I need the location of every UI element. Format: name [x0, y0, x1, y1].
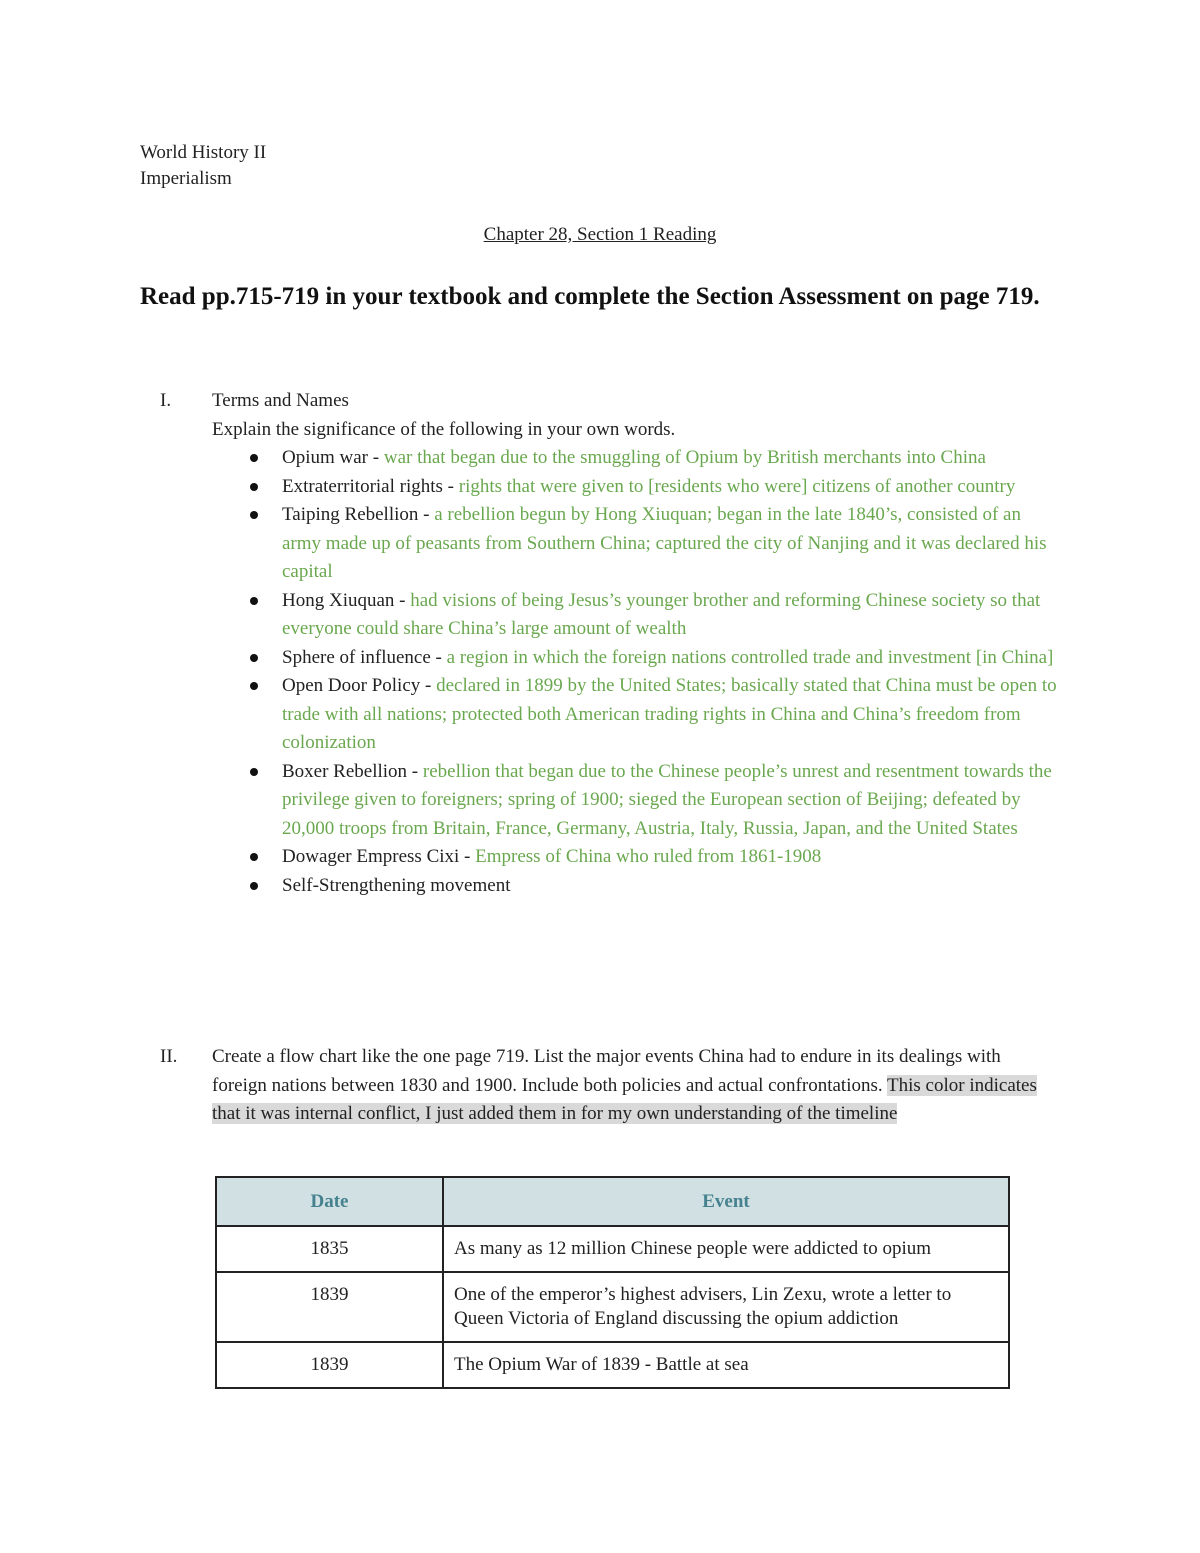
list-item [212, 758, 1060, 844]
table-row [216, 1342, 1009, 1388]
list-item [212, 872, 1060, 901]
term-name: Hong Xiuquan - [282, 589, 411, 611]
course-name: World History II [140, 142, 267, 163]
highlight-note: This color indicates that it was internal conflict, I just added them in for my own understanding of the timeline [212, 1074, 1037, 1124]
table-row [216, 1272, 1009, 1342]
date-cell: 1839 [216, 1342, 443, 1388]
term-answer: a rebellion begun by Hong Xiuquan; began in the late 1840’s, consisted of an army made up of peasants from Southern China; captured the city of Nanjing and it was declared his capital [282, 504, 1047, 582]
section-numeral: II. [160, 1046, 178, 1067]
column-header-date: Date [216, 1177, 443, 1226]
term-name: Sphere of influence - [282, 646, 447, 668]
term-name: Boxer Rebellion - [282, 760, 423, 782]
table-row [216, 1226, 1009, 1272]
term-answer: a region in which the foreign nations controlled trade and investment [in China] [446, 646, 1054, 668]
list-item [212, 501, 1060, 587]
section-heading: Terms and Names [212, 390, 349, 411]
bullet-icon [250, 853, 258, 861]
term-name: Self-Strengthening movement [282, 874, 511, 896]
section-terms [140, 387, 1060, 900]
term-name: Taiping Rebellion - [282, 504, 435, 525]
list-item [212, 843, 1060, 872]
term-answer: declared in 1899 by the United States; basically stated that China must be open to trade with all nations; protected both American trading rights in China and China’s freedom from colonization [282, 675, 1057, 753]
terms-list [212, 444, 1060, 900]
bullet-icon [250, 768, 258, 776]
unit-name: Imperialism [140, 168, 232, 189]
section-numeral: I. [160, 390, 172, 411]
section-text: Create a flow chart like the one page 719. List the major events China had to endure in its dealings with foreign nations between 1830 and 1900. Include both policies and actual confrontations. [212, 1046, 1001, 1096]
bullet-icon [250, 882, 258, 890]
term-name: Extraterritorial rights - [282, 475, 459, 497]
bullet-icon [250, 654, 258, 662]
list-item [212, 672, 1060, 758]
bullet-icon [250, 597, 258, 605]
section-body [212, 1043, 1060, 1129]
reading-title: Chapter 28, Section 1 Reading [483, 224, 717, 245]
timeline-table [215, 1176, 1010, 1389]
event-cell: As many as 12 million Chinese people were addicted to opium [443, 1226, 1009, 1272]
term-name: Open Door Policy - [282, 675, 437, 696]
section-flowchart [140, 1043, 1060, 1129]
term-answer: war that began due to the smuggling of Opium by British merchants into China [383, 447, 986, 468]
column-header-event: Event [443, 1177, 1009, 1226]
term-name: Dowager Empress Cixi - [282, 846, 476, 867]
section-prompt: Explain the significance of the following in your own words. [212, 418, 676, 440]
list-item [212, 644, 1060, 673]
bullet-icon [250, 483, 258, 491]
bullet-icon [250, 682, 258, 690]
list-item [212, 444, 1060, 473]
term-answer: had visions of being Jesus’s younger brother and reforming Chinese society so that everyone could share China’s large amount of wealth [282, 589, 1041, 639]
date-cell: 1839 [216, 1272, 443, 1342]
assignment-instruction: Read pp.715-719 in your textbook and complete the Section Assessment on page 719. [140, 283, 1040, 310]
list-item [212, 587, 1060, 644]
term-answer: rights that were given to [residents who were] citizens of another country [458, 475, 1016, 497]
event-cell: One of the emperor’s highest advisers, Lin Zexu, wrote a letter to Queen Victoria of England discussing the opium addiction [443, 1272, 1009, 1342]
list-item [212, 473, 1060, 502]
section-body [212, 387, 1060, 900]
event-cell: The Opium War of 1839 - Battle at sea [443, 1342, 1009, 1388]
table-header-row [216, 1177, 1009, 1226]
term-answer: Empress of China who ruled from 1861-1908 [475, 846, 822, 867]
term-answer: rebellion that began due to the Chinese people’s unrest and resentment towards the privilege given to foreigners; spring of 1900; sieged the European section of Beijing; defeated by 20,000 troops from Britain, France, Germany, Austria, Italy, Russia, Japan, and the United States [282, 760, 1052, 839]
date-cell: 1835 [216, 1226, 443, 1272]
bullet-icon [250, 454, 258, 462]
term-name: Opium war - [282, 447, 384, 468]
bullet-icon [250, 511, 258, 519]
